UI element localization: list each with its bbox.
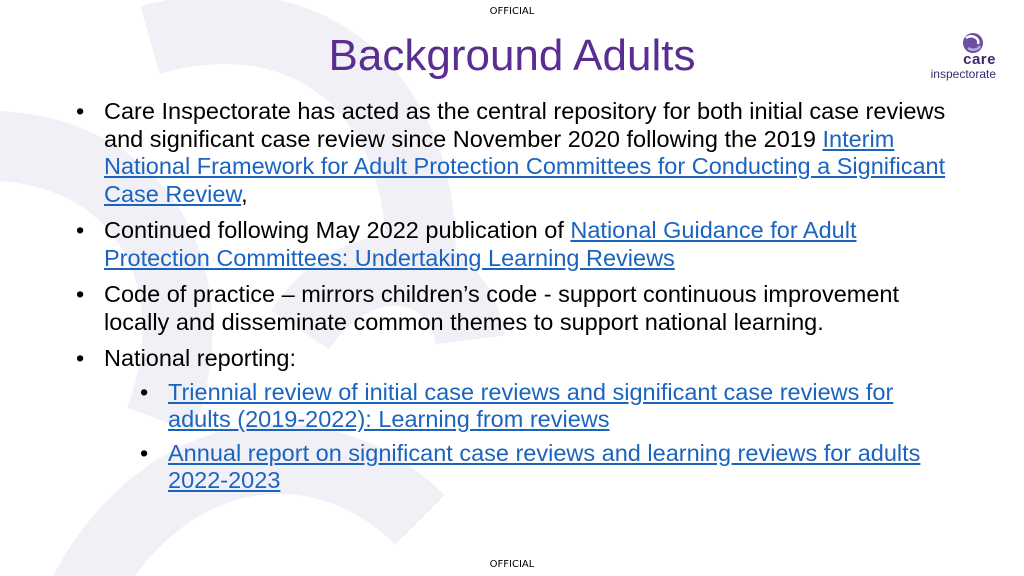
sub-bullet-list — [140, 379, 956, 495]
sub-bullet-item — [140, 379, 956, 434]
logo-word-inspectorate: inspectorate — [930, 67, 996, 81]
bullet-item — [76, 345, 956, 495]
bullet-text: , — [241, 180, 248, 207]
annual-report-link[interactable]: Annual report on significant case reviews and learning reviews for adults 2022-2023 — [168, 439, 921, 493]
bullet-item — [76, 98, 956, 208]
bullet-text: Code of practice – mirrors children’s code - support continuous improvement locally and disseminate common themes to support national learning. — [104, 281, 900, 335]
triennial-review-link[interactable]: Triennial review of initial case reviews and significant case reviews for adults (2019-2022): Learning from reviews — [168, 378, 894, 432]
bullet-text: Continued following May 2022 publication of — [104, 217, 571, 243]
slide-title: Background Adults — [328, 31, 696, 80]
interim-framework-link[interactable]: Interim National Framework for Adult Protection Committees for Conducting a Significant Case Review — [104, 125, 946, 207]
bullet-item — [76, 281, 956, 336]
bullet-text: National reporting: — [104, 345, 297, 371]
care-inspectorate-logo — [908, 32, 1000, 84]
logo-word-care: care — [963, 51, 996, 68]
national-guidance-link[interactable]: National Guidance for Adult Protection Committees: Undertaking Learning Reviews — [104, 217, 857, 271]
bullet-list — [76, 98, 956, 495]
sub-bullet-item — [140, 440, 956, 495]
security-marking-bottom: OFFICIAL — [489, 559, 535, 570]
bullet-text: Care Inspectorate has acted as the central repository for both initial case reviews and significant case review since November 2020 following the 2019 — [104, 98, 946, 152]
security-marking-top: OFFICIAL — [489, 6, 535, 17]
slide-body — [76, 98, 956, 504]
bullet-item — [76, 217, 956, 272]
